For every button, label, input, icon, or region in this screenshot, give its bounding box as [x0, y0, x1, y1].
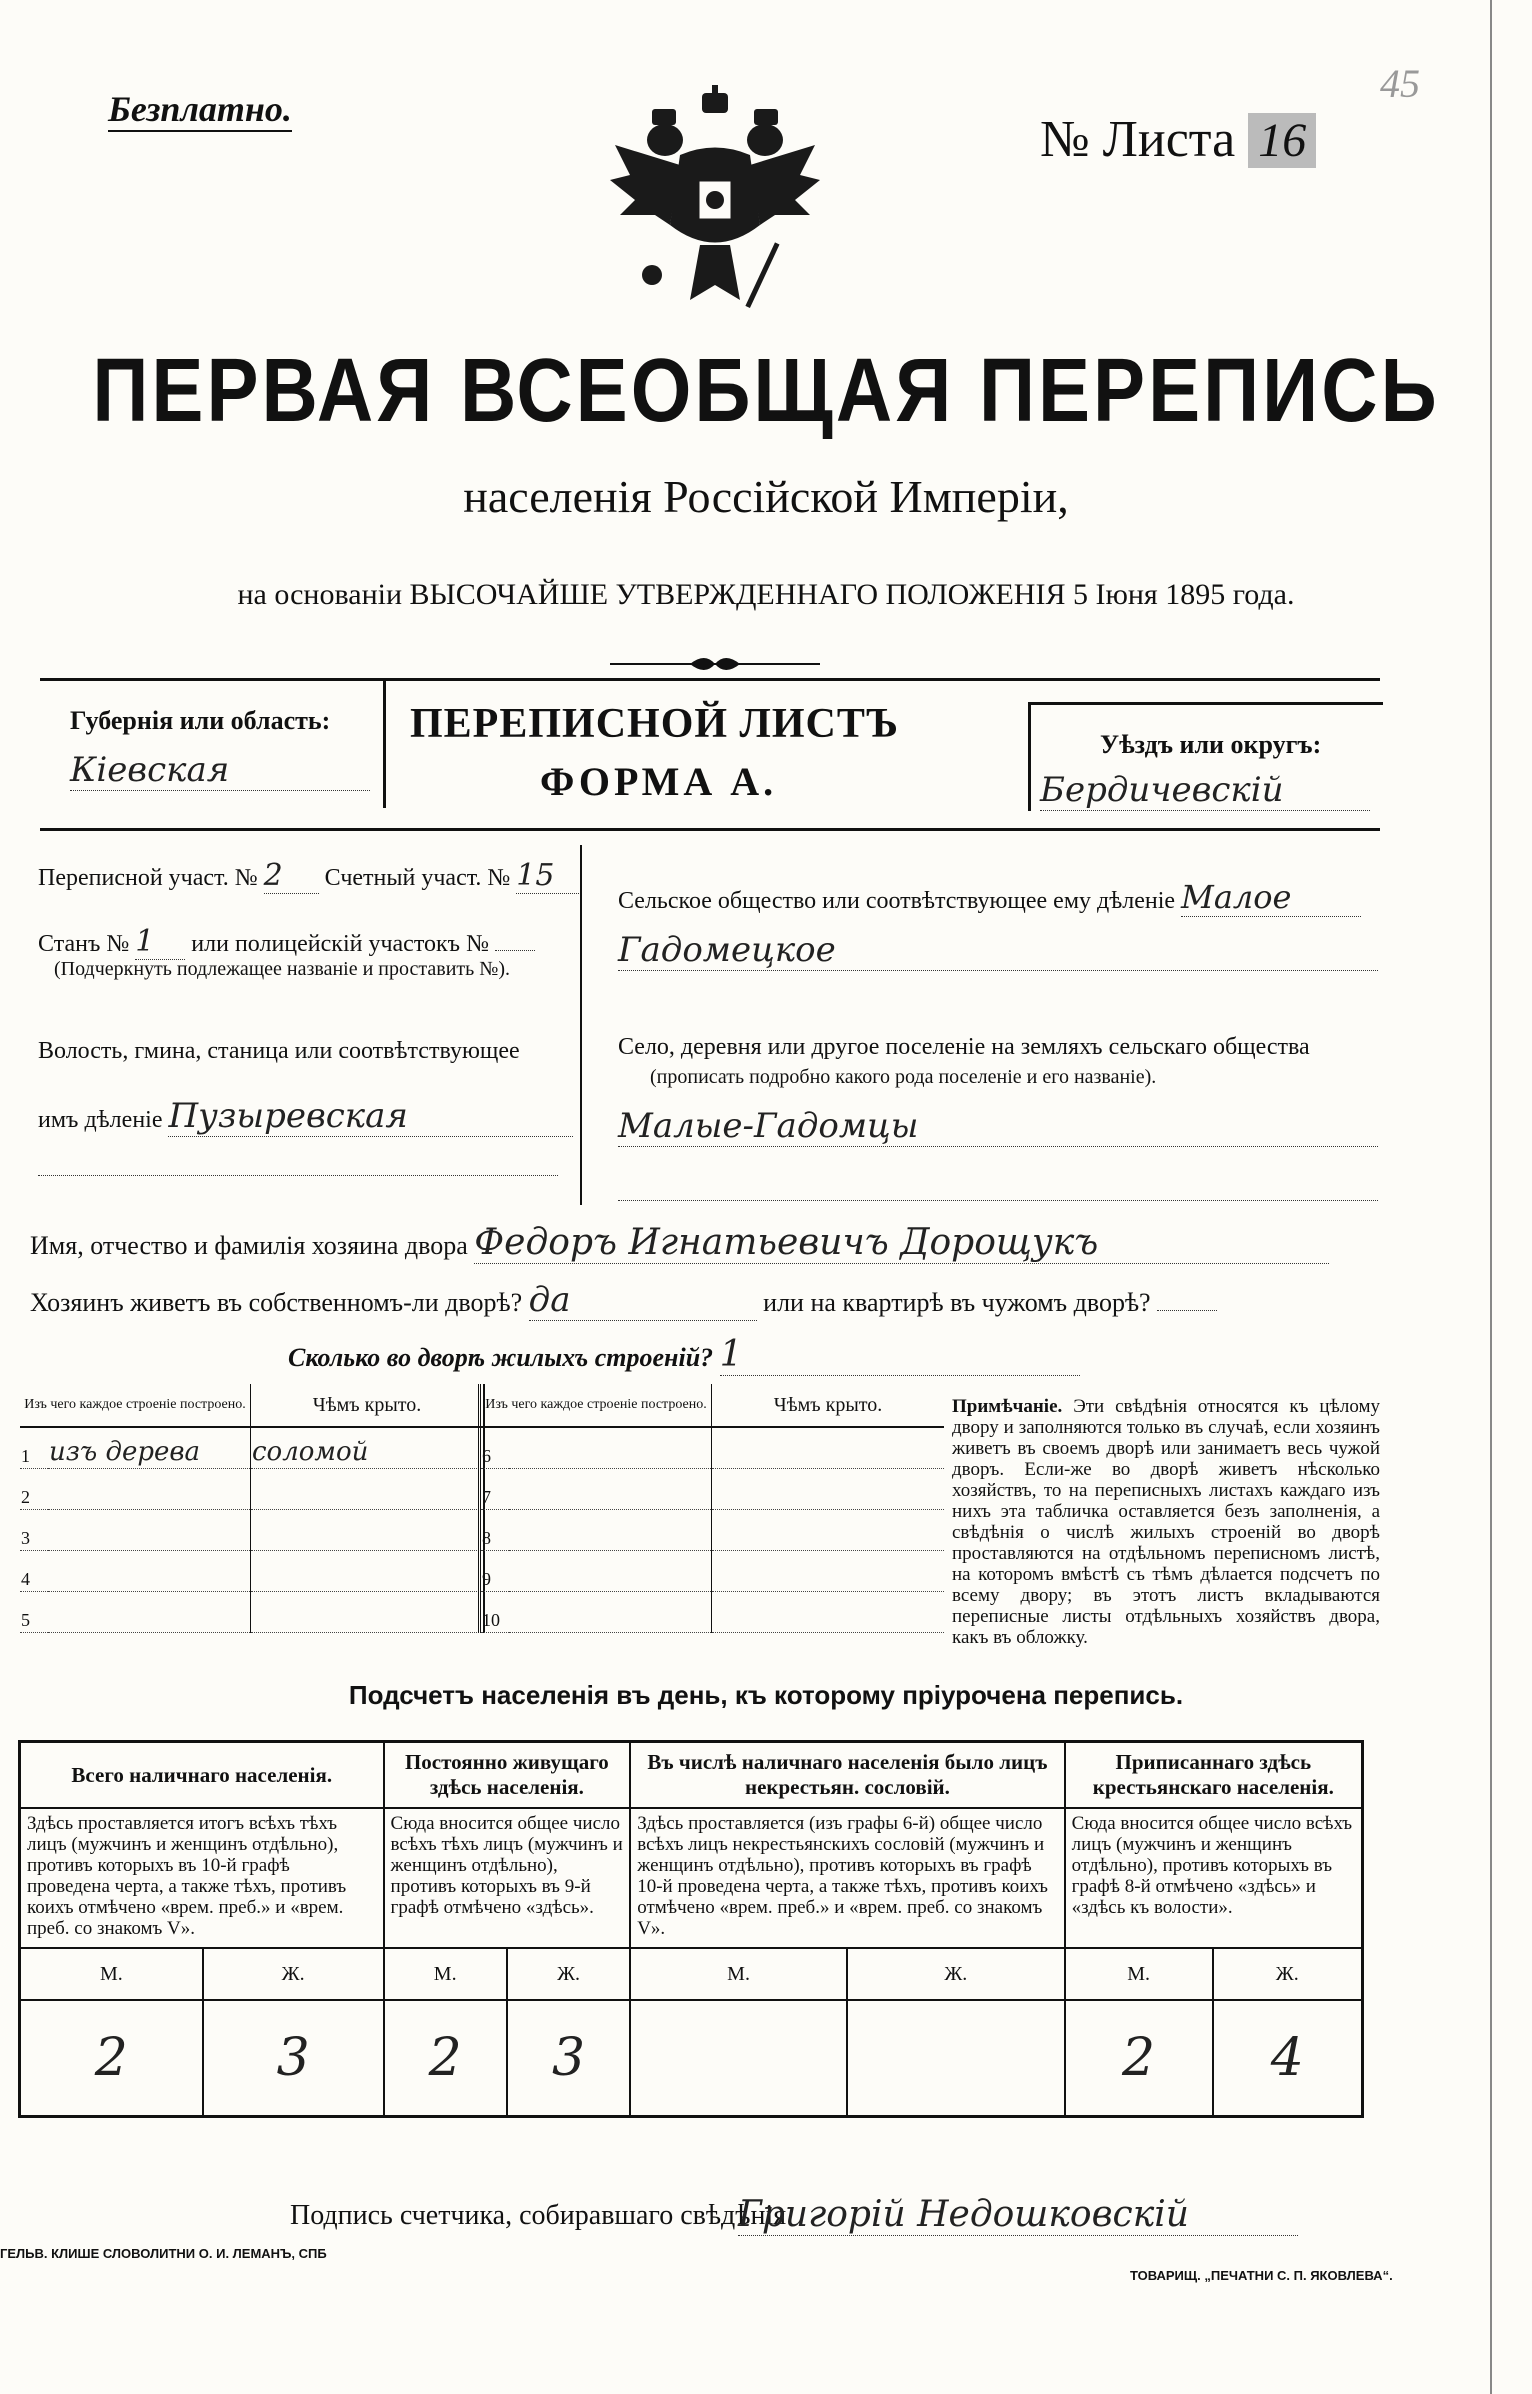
- volost-value: Пузыревская: [168, 1096, 573, 1137]
- female-column-header: Ж.: [847, 1948, 1065, 2000]
- col-material-header: Изъ чего каждое строеніе построено.: [480, 1384, 712, 1427]
- col-roof-header: Чѣмъ крыто.: [712, 1384, 945, 1427]
- buildings-value: 1: [720, 1334, 1080, 1376]
- building-row: [480, 1551, 945, 1592]
- footnote-text: Эти свѣдѣнія относятся къ цѣлому двору и заполняются только въ случаѣ, если хозяинъ живетъ въ своемъ дворѣ или занимаетъ весь чужой дворъ. Если-же во дворѣ живетъ нѣсколько хозяйствъ, то на переписныхъ листахъ каждаго изъ нихъ эта табличка оставляется безъ заполненія, а свѣдѣнія о числѣ жилыхъ строеній во дворѣ проставляются на отдѣльномъ переписномъ листѣ, на которомъ вмѣстѣ съ тѣмъ дѣлается подсчетъ по всему двору; въ этотъ листъ вкладываются переписные листы отдѣльныхъ хозяйствъ двора, какъ въ обложку.: [952, 1396, 1380, 1648]
- signature-label: Подпись счетчика, собиравшаго свѣдѣнія: [290, 2200, 787, 2231]
- stan-label: Станъ №: [38, 931, 130, 957]
- building-material: изъ дерева: [48, 1427, 251, 1469]
- own-yard-value: да: [529, 1280, 757, 1321]
- population-group-header: Постоянно живущаго здѣсь населенія.: [384, 1742, 631, 1809]
- document-subtitle: населенія Россійской Имперіи,: [463, 471, 1069, 522]
- building-material: [509, 1469, 712, 1510]
- decree-line: на основаніи ВЫСОЧАЙШЕ УТВЕРЖДЕННАГО ПОЛОЖЕНІЯ 5 Іюня 1895 года.: [237, 578, 1295, 611]
- building-material: [509, 1427, 712, 1469]
- building-material: [48, 1551, 251, 1592]
- female-column-header: Ж.: [1213, 1948, 1363, 2000]
- page-edge: [1490, 0, 1492, 2394]
- population-table: [18, 1740, 1364, 2118]
- building-number: 8: [480, 1510, 510, 1551]
- village-label: Село, деревня или другое поселеніе на земляхъ сельскаго общества: [618, 1034, 1310, 1060]
- population-group-header: Въ числѣ наличнаго населенія было лицъ некрестьян. сословій.: [630, 1742, 1064, 1809]
- male-count: 2: [1065, 2000, 1213, 2117]
- buildings-table-left: [20, 1384, 485, 1633]
- form-title: ПЕРЕПИСНОЙ ЛИСТЪ: [410, 701, 899, 747]
- female-column-header: Ж.: [507, 1948, 630, 2000]
- building-row: [20, 1551, 484, 1592]
- building-roof: [712, 1592, 945, 1633]
- footnote-title: Примѣчаніе.: [952, 1396, 1063, 1417]
- gubernia-label: Губернія или область:: [70, 706, 331, 735]
- building-number: 6: [480, 1427, 510, 1469]
- building-row: [480, 1592, 945, 1633]
- society-line: [618, 878, 1361, 917]
- male-column-header: М.: [1065, 1948, 1213, 2000]
- population-group-header: Приписаннаго здѣсь крестьянскаго населенія.: [1065, 1742, 1363, 1809]
- building-roof: [251, 1551, 485, 1592]
- printer-left: ГЕЛЬВ. КЛИШЕ СЛОВОЛИТНИ О. И. ЛЕМАНЪ, СПБ: [0, 2246, 327, 2261]
- gubernia-value: Кіевская: [70, 750, 370, 791]
- uezd-label: Уѣздъ или округъ:: [1100, 730, 1322, 759]
- sheet-number: [1040, 110, 1316, 169]
- district-line: [38, 858, 581, 894]
- col-roof-header: Чѣмъ крыто.: [251, 1384, 485, 1427]
- building-roof: [712, 1510, 945, 1551]
- building-row: [20, 1427, 484, 1469]
- sheet-number-value: 16: [1248, 113, 1316, 168]
- building-material: [48, 1510, 251, 1551]
- building-material: [509, 1592, 712, 1633]
- society-value-1: Малое: [1181, 878, 1361, 917]
- count-district-value: 15: [516, 858, 581, 894]
- owner-name-label: Имя, отчество и фамилія хозяина двора: [30, 1231, 468, 1260]
- signature-value: Григорій Недошковскій: [738, 2194, 1298, 2236]
- rent-label: или на квартирѣ въ чужомъ дворѣ?: [763, 1288, 1151, 1317]
- free-of-charge-label: Безплатно.: [108, 88, 292, 132]
- form-subtitle: ФОРМА А.: [540, 759, 778, 804]
- male-count: [630, 2000, 847, 2117]
- female-count: 3: [203, 2000, 384, 2117]
- population-group-description: Сюда вносится общее число всѣхъ тѣхъ лицъ (мужчинъ и женщинъ отдѣльно), противъ которыхъ въ 9-й графѣ отмѣчено «здѣсь».: [384, 1808, 631, 1948]
- building-row: [20, 1469, 484, 1510]
- volost-label-1: Волость, гмина, станица или соотвѣтствующее: [38, 1038, 520, 1064]
- building-number: 2: [20, 1469, 48, 1510]
- building-row: [20, 1510, 484, 1551]
- owner-residence-line: [30, 1280, 1217, 1321]
- society-value-2: Гадомецкое: [618, 930, 1378, 971]
- building-number: 5: [20, 1592, 48, 1633]
- building-number: 7: [480, 1469, 510, 1510]
- own-yard-label: Хозяинъ живетъ въ собственномъ-ли дворѣ?: [30, 1288, 523, 1317]
- building-number: 4: [20, 1551, 48, 1592]
- stan-line: [38, 924, 535, 960]
- male-column-header: М.: [630, 1948, 847, 2000]
- population-group-description: Здѣсь проставляется итогъ всѣхъ тѣхъ лицъ (мужчинъ и женщинъ отдѣльно), противъ которыхъ въ 10-й графѣ проведена черта, а также тѣхъ, противъ коихъ отмѣчено «врем. преб.» и «врем. преб. со знакомъ V».: [20, 1808, 384, 1948]
- buildings-line: [288, 1334, 1080, 1376]
- buildings-label: Сколько во дворѣ жилыхъ строеній?: [288, 1343, 714, 1372]
- owner-name-value: Федоръ Игнатьевичъ Дорощукъ: [474, 1222, 1329, 1264]
- building-number: 1: [20, 1427, 48, 1469]
- volost-line: [38, 1096, 573, 1137]
- document-title: ПЕРВАЯ ВСЕОБЩАЯ ПЕРЕПИСЬ: [92, 339, 1440, 441]
- female-count: 3: [507, 2000, 630, 2117]
- corner-mark: 45: [1380, 61, 1420, 106]
- volost-extra-line: [38, 1175, 558, 1176]
- volost-label-2: имъ дѣленіе: [38, 1107, 163, 1133]
- building-material: [509, 1551, 712, 1592]
- female-count: [847, 2000, 1065, 2117]
- building-number: 3: [20, 1510, 48, 1551]
- building-row: [480, 1469, 945, 1510]
- buildings-table-right: [478, 1384, 944, 1633]
- male-column-header: М.: [384, 1948, 507, 2000]
- building-row: [20, 1592, 484, 1633]
- building-roof: [251, 1469, 485, 1510]
- printer-right: ТОВАРИЩ. „ПЕЧАТНИ С. П. ЯКОВЛЕВА“.: [1130, 2268, 1393, 2283]
- owner-name-line: [30, 1222, 1329, 1264]
- male-count: 2: [384, 2000, 507, 2117]
- band-bottom-rule: [40, 828, 1380, 831]
- building-row: [480, 1427, 945, 1469]
- population-group-header: Всего наличнаго населенія.: [20, 1742, 384, 1809]
- society-label: Сельское общество или соотвѣтствующее ему дѣленіе: [618, 888, 1176, 914]
- building-material: [48, 1592, 251, 1633]
- location-divider: [580, 845, 582, 1205]
- population-title: Подсчетъ населенія въ день, къ которому пріурочена перепись.: [348, 1680, 1184, 1710]
- village-extra-line: [618, 1200, 1378, 1201]
- ornament-divider: [610, 652, 820, 676]
- police-label: или полицейскій участокъ №: [191, 931, 489, 957]
- population-group-description: Сюда вносится общее число всѣхъ лицъ (мужчинъ и женщинъ отдѣльно), противъ которыхъ въ графѣ 8-й отмѣчено «здѣсь» и «здѣсь къ волости».: [1065, 1808, 1363, 1948]
- male-count: 2: [20, 2000, 203, 2117]
- census-district-value: 2: [264, 858, 319, 894]
- col-material-header: Изъ чего каждое строеніе построено.: [20, 1384, 251, 1427]
- stan-value: 1: [135, 924, 185, 960]
- building-roof: соломой: [251, 1427, 485, 1469]
- rent-value: [1157, 1310, 1217, 1311]
- census-district-label: Переписной участ. №: [38, 865, 258, 891]
- building-material: [509, 1510, 712, 1551]
- building-number: 10: [480, 1592, 510, 1633]
- stan-note: (Подчеркнуть подлежащее названіе и проставить №).: [54, 958, 510, 980]
- uezd-value: Бердичевскій: [1040, 770, 1370, 811]
- building-roof: [712, 1551, 945, 1592]
- police-value: [495, 950, 535, 951]
- building-material: [48, 1469, 251, 1510]
- building-roof: [251, 1592, 485, 1633]
- building-row: [480, 1510, 945, 1551]
- count-district-label: Счетный участ. №: [324, 865, 511, 891]
- building-roof: [712, 1427, 945, 1469]
- building-roof: [251, 1510, 485, 1551]
- female-column-header: Ж.: [203, 1948, 384, 2000]
- village-value: Малые-Гадомцы: [618, 1106, 1378, 1147]
- population-group-description: Здѣсь проставляется (изъ графы 6-й) общее число всѣхъ лицъ некрестьянскихъ сословій (мужчинъ и женщинъ отдѣльно), противъ которыхъ въ графѣ 10-й проведена черта, а также тѣхъ, противъ коихъ отмѣчено «врем. преб.» и «врем. преб. со знакомъ V».: [630, 1808, 1064, 1948]
- double-headed-eagle-emblem: [610, 85, 820, 325]
- building-number: 9: [480, 1551, 510, 1592]
- female-count: 4: [1213, 2000, 1363, 2117]
- village-note: (прописать подробно какого рода поселеніе и его названіе).: [650, 1066, 1157, 1088]
- sheet-number-label: № Листа: [1040, 111, 1236, 168]
- male-column-header: М.: [20, 1948, 203, 2000]
- building-roof: [712, 1469, 945, 1510]
- footnote: [952, 1396, 1380, 1648]
